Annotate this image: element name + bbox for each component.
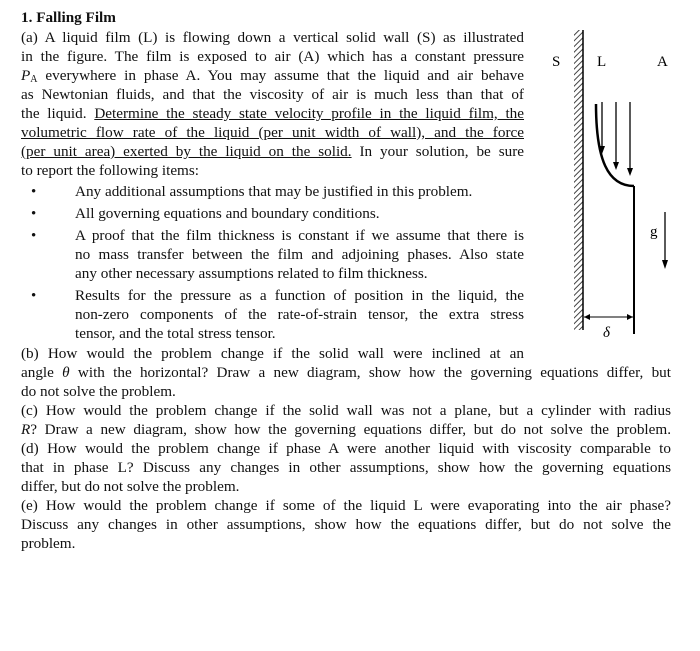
falling-film-figure (530, 22, 680, 342)
part-a-underlined-3: (per unit area) exerted by the liquid on the solid. (21, 143, 352, 160)
bullet-4-line-2: non-zero components of the rate-of-strain tensor, the extra stress (75, 306, 524, 323)
bullet-3-line-2: no mass transfer between the film and adjoining phases. Also state (75, 246, 524, 263)
label-l: L (597, 54, 607, 70)
thickness-arrowhead-right (627, 314, 633, 320)
bullet-3-marker: • (31, 228, 37, 244)
solid-wall-hatching (574, 30, 583, 330)
part-c-line-2-text: ? Draw a new diagram, show how the governing equations differ, but do not solve the problem. (30, 421, 671, 438)
part-b-line-2-text: with the horizontal? Draw a new diagram, show how the governing equations differ, but (69, 364, 671, 381)
thickness-arrowhead-left (584, 314, 590, 320)
bullet-2-text: All governing equations and boundary conditions. (75, 205, 380, 222)
label-delta: δ (603, 325, 610, 341)
part-b-line-2 (21, 364, 671, 382)
velocity-arrowhead-2 (613, 162, 619, 170)
label-s: S (552, 54, 561, 70)
label-a: A (657, 54, 668, 70)
problem-title: 1. Falling Film (21, 9, 116, 26)
bullet-4-line-3: tensor, and the total stress tensor. (75, 325, 276, 342)
radius-symbol: R (21, 421, 31, 438)
gravity-arrowhead (662, 260, 668, 269)
part-a-line-2: in the figure. The film is exposed to air (A) which has a constant pressure (21, 48, 524, 65)
velocity-arrowhead-3 (627, 168, 633, 176)
part-e-line-1: (e) How would the problem change if some of the liquid L were evaporating into the air phase? (21, 497, 671, 514)
part-a-line-7 (21, 143, 524, 161)
part-d-line-3: differ, but do not solve the problem. (21, 478, 240, 495)
bullet-1-marker: • (31, 184, 37, 200)
part-c-line-1: (c) How would the problem change if the solid wall was not a plane, but a cylinder with radius (21, 402, 671, 419)
pressure-symbol: P (21, 67, 31, 84)
bullet-4-line-1: Results for the pressure as a function of position in the liquid, the (75, 287, 524, 304)
part-a-line-1: (a) A liquid film (L) is flowing down a vertical solid wall (S) as illustrated (21, 29, 524, 46)
part-a-line-8: to report the following items: (21, 162, 200, 179)
part-a-line-4: as Newtonian fluids, and that the viscosity of air is much less than that of (21, 86, 524, 103)
part-c-line-2 (21, 421, 671, 439)
part-a-underlined-2: volumetric flow rate of the liquid (per unit width of wall), and the force (21, 124, 524, 141)
bullet-2-marker: • (31, 206, 37, 222)
part-b-angle-text: angle (21, 364, 63, 381)
pressure-subscript: A (30, 74, 38, 85)
part-e-line-3: problem. (21, 535, 76, 552)
part-b-line-3: do not solve the problem. (21, 383, 176, 400)
part-b-line-1: (b) How would the problem change if the solid wall were inclined at an (21, 345, 524, 362)
part-a-line-3-text: everywhere in phase A. You may assume that the liquid and air behave (37, 67, 524, 84)
bullet-3-line-1: A proof that the film thickness is constant if we assume that there is (75, 227, 524, 244)
part-e-line-2: Discuss any changes in other assumptions, show how the equations differ, but do not solve the (21, 516, 671, 533)
part-d-line-2: that in phase L? Discuss any changes in other assumptions, show how the governing equations (21, 459, 671, 476)
part-d-line-1: (d) How would the problem change if phase A were another liquid with viscosity comparable to (21, 440, 671, 457)
part-a-line-7-text: In your solution, be sure (351, 143, 525, 160)
bullet-3-line-3: any other necessary assumptions related to film thickness. (75, 265, 428, 282)
theta-symbol: θ (62, 364, 70, 381)
bullet-1-text: Any additional assumptions that may be justified in this problem. (75, 183, 473, 200)
part-a-underlined-1: Determine the steady state velocity profile in the liquid film, the (94, 105, 525, 122)
part-a-line-5-text: the liquid. (21, 105, 95, 122)
label-g: g (650, 224, 658, 240)
part-a-line-6 (21, 124, 524, 142)
bullet-4-marker: • (31, 288, 37, 304)
part-a-line-5 (21, 105, 524, 123)
